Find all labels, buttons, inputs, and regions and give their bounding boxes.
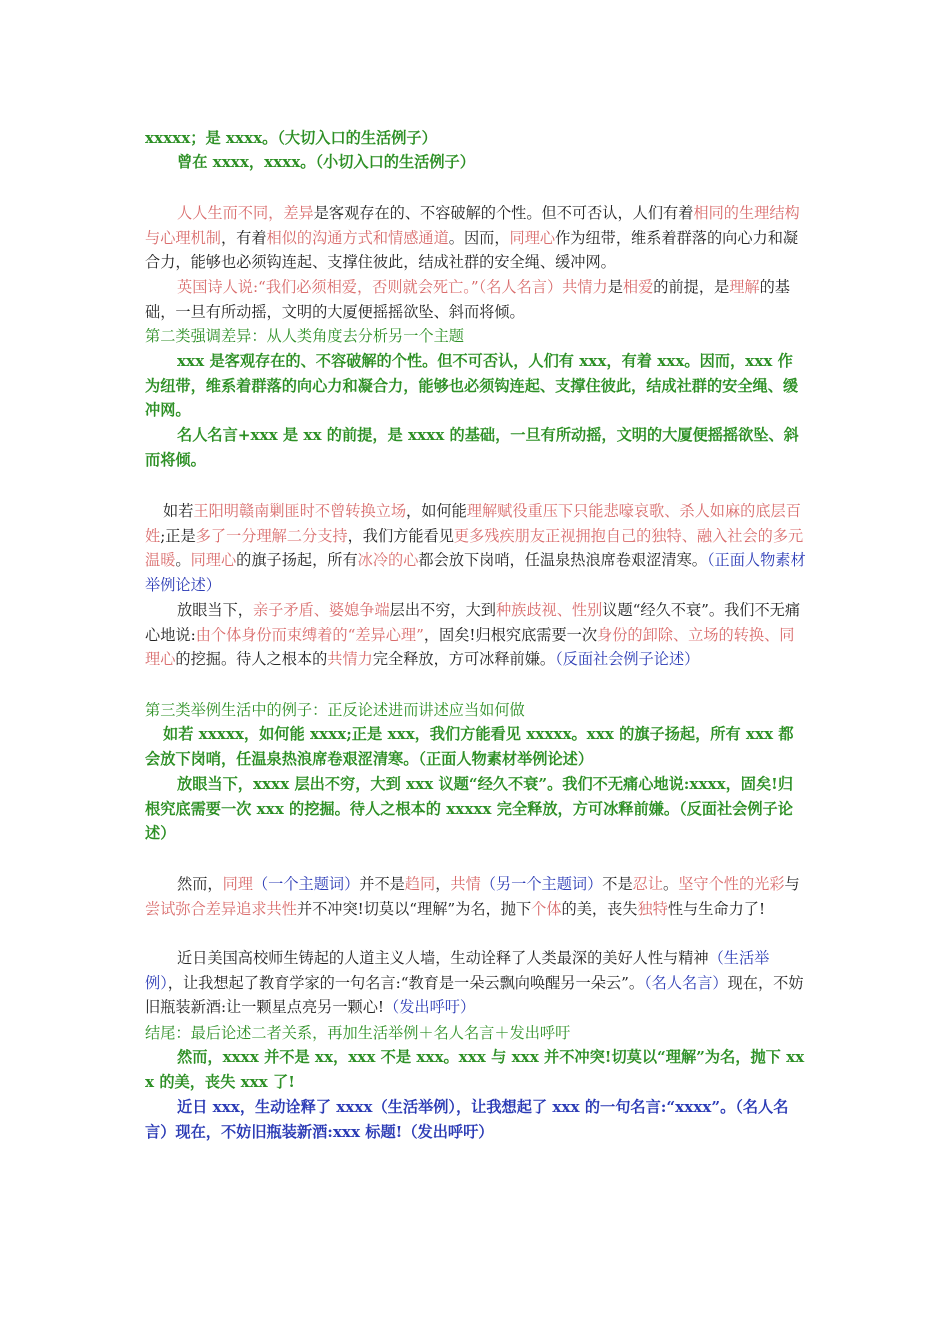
template-paragraph: xxx 是客观存在的、不容破解的个性。但不可否认，人们有 xxx，有着 xxx。因而，xxx 作为纽带，维系着群落的向心力和凝合力，能够也必须钩连起、支撑住彼此，结成社群的安全绳、缓冲网。 xyxy=(145,352,799,420)
text-run: （发出呼吁） xyxy=(384,998,476,1017)
text-run: 是客观存在的、不容破解的个性。但不可否认，人们有着 xyxy=(313,204,694,222)
text-run: 身份的卸除、立场的转换、同理心 xyxy=(145,625,795,669)
text-run: 相似的沟通方式和情感通道 xyxy=(266,228,449,247)
text-run: 。 xyxy=(663,875,679,893)
text-run: ，让我想起了教育学家的一句名言:“教育是一朵云飘向唤醒另一朵云”。 xyxy=(167,973,645,992)
text-run: 趋同 xyxy=(404,875,436,893)
text-run: ， xyxy=(435,875,451,893)
text-run: 如若 xyxy=(163,502,194,520)
text-run: 相同的生理结构与心理机制 xyxy=(145,204,800,247)
text-run: 的前提，是 xyxy=(653,278,730,296)
text-run: 然而， xyxy=(177,875,223,893)
text-run: 并不冲突!切莫以“理解”为名，抛下 xyxy=(296,899,532,918)
text-run: 不是 xyxy=(602,875,633,893)
text-run: 理解 xyxy=(729,278,760,296)
text-run: （反面社会例子论述） xyxy=(555,650,700,669)
text-run: 完全释放，方可冰释前嫌。 xyxy=(372,650,556,669)
text-run: 是 xyxy=(607,278,623,296)
text-run: ，固矣!归根究底需要一次 xyxy=(423,625,598,644)
text-run: 的旗子扬起，所有 xyxy=(236,551,358,570)
text-run: 更多残疾朋友正视拥抱自己的独特、融入社会的多元温暖 xyxy=(145,526,804,570)
text-run: 同理心 xyxy=(509,228,556,247)
text-run: 共情力 xyxy=(327,650,373,669)
text-run: 放眼当下， xyxy=(177,601,253,619)
text-run: 的挖掘。待人之根本的 xyxy=(175,650,328,669)
template-paragraph: 名人名言+xxx 是 xx 的前提，是 xxxx 的基础，一旦有所动摇，文明的大厦便摇摇欲坠、斜而将倾。 xyxy=(145,426,799,469)
text-run: 议题“经久不衰”。我们不无痛心地说: xyxy=(145,601,801,644)
text-run: 同理心 xyxy=(190,551,237,570)
text-run: （一个主题词） xyxy=(252,875,360,893)
text-run: 。 xyxy=(175,551,191,570)
text-run: 尝试弥合差异追求共性 xyxy=(145,899,297,918)
section-heading: 第二类强调差异：从人类角度去分析另一个主题 xyxy=(145,327,464,345)
text-run: 相爱 xyxy=(622,278,654,296)
text-run: ，有着 xyxy=(220,228,267,247)
text-run: 并不是 xyxy=(359,875,405,893)
section-heading: 第三类举例生活中的例子：正反论述进而讲述应当如何做 xyxy=(145,701,525,719)
text-run: 人人生而不同， xyxy=(177,204,284,222)
text-run: （名人名言） xyxy=(644,973,728,992)
text-run: 与 xyxy=(784,875,800,893)
text-run: 种族歧视、性别 xyxy=(495,601,603,619)
text-run: 。因而， xyxy=(448,228,510,247)
essay-paragraph xyxy=(145,598,807,672)
text-run: 多了一分理解二分支持 xyxy=(195,526,348,545)
text-run: 近日美国高校师生铸起的人道主义人墙，生动诠释了人类最深的美好人性与精神 xyxy=(177,949,709,967)
intro-line-1: xxxxx；是 xxxx。（大切入口的生活例子） xyxy=(145,129,437,147)
text-run: 的基础，一旦有所动摇，文明的大厦便摇摇欲坠、斜而将倾。 xyxy=(145,278,790,321)
text-run: （正面人物素材举例论述） xyxy=(145,551,806,594)
text-run: 同理 xyxy=(222,875,253,893)
text-run: 作为纽带，维系着群落的向心力和凝合力，能够也必须钩连起、支撑住彼此，结成社群的安全绳、缓冲网。 xyxy=(145,228,799,272)
essay-paragraph xyxy=(145,275,807,324)
text-run: 亲子矛盾、婆媳争端 xyxy=(252,601,390,619)
text-run: 共情力 xyxy=(562,278,608,296)
text-run: 的美，丧失 xyxy=(561,899,638,918)
text-run: （另一个主题词） xyxy=(480,875,603,893)
template-paragraph: 然而，xxxx 并不是 xx，xxx 不是 xxx。xxx 与 xxx 并不冲突!切莫以“理解”为名，抛下 xxx 的美，丧失 xxx 了! xyxy=(145,1048,805,1091)
template-paragraph: 近日 xxx，生动诠释了 xxxx（生活举例），让我想起了 xxx 的一句名言:“xxxx”。（名人名言）现在，不妨旧瓶装新酒:xxx 标题!（发出呼吁） xyxy=(145,1098,789,1141)
text-run: 英国诗人说:“我们必须相爱，否则就会死亡。”（名人名言） xyxy=(177,278,563,296)
essay-paragraph xyxy=(145,201,807,275)
text-run: 层出不穷，大到 xyxy=(389,601,496,619)
text-run: 共情 xyxy=(450,875,481,893)
text-run: 理解赋役重压下只能悲嚎哀歌、杀人如麻的底层百姓 xyxy=(145,502,801,545)
text-run: 王阳明赣南剿匪时不曾转换立场 xyxy=(193,502,406,520)
text-run: ，如何能 xyxy=(406,502,467,520)
text-run: 冰冷的心 xyxy=(357,551,419,570)
text-run: 独特 xyxy=(637,899,668,918)
intro-line-2: 曾在 xxxx，xxxx。（小切入口的生活例子） xyxy=(177,153,475,171)
text-run: 坚守个性的光彩 xyxy=(678,875,785,893)
template-paragraph: 如若 xxxxx，如何能 xxxx;正是 xxx，我们方能看见 xxxxx。xxx 的旗子扬起，所有 xxx 都会放下岗哨，任温泉热浪席卷艰涩清寒。（正面人物素材举例论述） xyxy=(145,725,794,768)
text-run: 性与生命力了! xyxy=(667,899,766,918)
text-run: 现在，不妨旧瓶装新酒:让一颗星点亮另一颗心! xyxy=(145,973,804,1017)
essay-paragraph xyxy=(145,499,807,597)
essay-paragraph xyxy=(145,946,807,1020)
section-heading: 结尾：最后论述二者关系，再加生活举例＋名人名言＋发出呼吁 xyxy=(145,1024,571,1042)
text-run: ，我们方能看见 xyxy=(347,526,454,545)
text-run: 差异 xyxy=(283,204,314,222)
text-run: （生活举例） xyxy=(145,949,770,992)
text-run: 都会放下岗哨，任温泉热浪席卷艰涩清寒。 xyxy=(418,551,707,570)
text-run: 由个体身份而束缚着的“差异心理” xyxy=(195,625,424,644)
text-run: 忍让 xyxy=(632,875,663,893)
text-run: 个体 xyxy=(531,899,562,918)
text-run: ;正是 xyxy=(160,526,196,545)
essay-paragraph xyxy=(145,872,807,921)
template-paragraph: 放眼当下，xxxx 层出不穷，大到 xxx 议题“经久不衰”。我们不无痛心地说:xxxx，固矣!归根究底需要一次 xxx 的挖掘。待人之根本的 xxxxx 完全释放，方可冰释前嫌。（反面社会例子论述） xyxy=(145,775,794,843)
